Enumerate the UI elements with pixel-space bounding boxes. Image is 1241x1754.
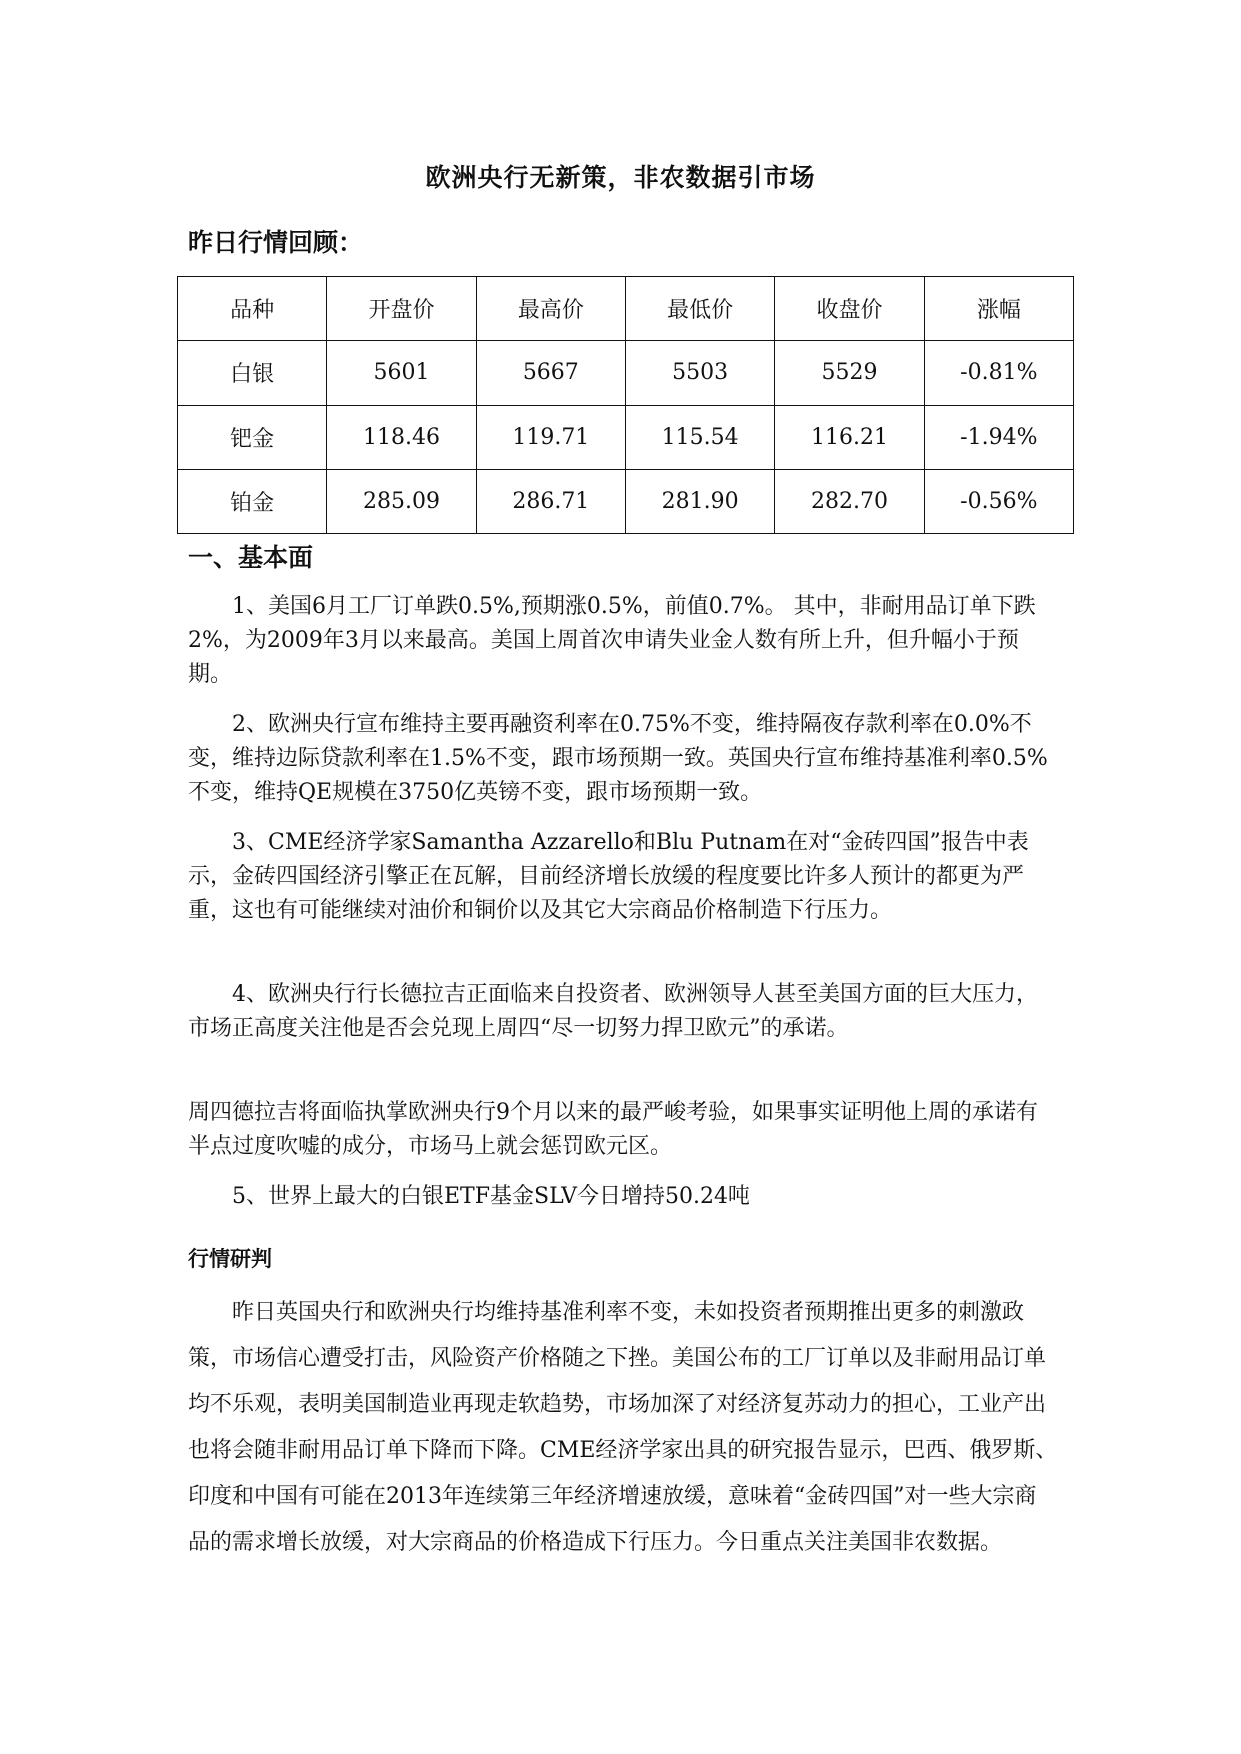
fundamentals-paragraph-5: 周四德拉吉将面临执掌欧洲央行9个月以来的最严峻考验，如果事实证明他上周的承诺有半点过度吹嘘的成分，市场马上就会惩罚欧元区。 xyxy=(188,1100,1038,1159)
table-cell: -0.56% xyxy=(924,469,1073,533)
section-heading-fundamentals: 一、基本面 xyxy=(188,543,314,572)
table-cell: 115.54 xyxy=(625,405,774,469)
table-cell: -0.81% xyxy=(924,341,1073,405)
table-cell: 钯金 xyxy=(178,405,327,469)
table-cell: 118.46 xyxy=(327,405,476,469)
table-cell: 285.09 xyxy=(327,469,476,533)
table-cell: 119.71 xyxy=(476,405,625,469)
table-cell: 5601 xyxy=(327,341,476,405)
table-header-row xyxy=(178,277,1074,341)
table-header-cell: 最高价 xyxy=(476,277,625,341)
fundamentals-paragraph-1: 1、美国6月工厂订单跌0.5%,预期涨0.5%，前值0.7%。 其中，非耐用品订单下跌2%，为2009年3月以来最高。美国上周首次申请失业金人数有所上升，但升幅小于预期。 xyxy=(188,594,1036,687)
table-row xyxy=(178,469,1074,533)
price-table xyxy=(177,276,1074,534)
table-cell: 铂金 xyxy=(178,469,327,533)
table-cell: 5529 xyxy=(775,341,924,405)
table-cell: 282.70 xyxy=(775,469,924,533)
fundamentals-paragraph-6: 5、世界上最大的白银ETF基金SLV今日增持50.24吨 xyxy=(232,1184,750,1209)
analysis-heading: 行情研判 xyxy=(188,1247,272,1271)
table-header-cell: 收盘价 xyxy=(775,277,924,341)
table-cell: 5503 xyxy=(625,341,774,405)
table-cell: 5667 xyxy=(476,341,625,405)
table-row xyxy=(178,341,1074,405)
analysis-paragraph: 昨日英国央行和欧洲央行均维持基准利率不变，未如投资者预期推出更多的刺激政策，市场信心遭受打击，风险资产价格随之下挫。美国公布的工厂订单以及非耐用品订单均不乐观，表明美国制造业再现走软趋势，市场加深了对经济复苏动力的担心，工业产出也将会随非耐用品订单下降而下降。CME经济学家出具的研究报告显示，巴西、俄罗斯、印度和中国有可能在2013年连续第三年经济增速放缓，意味着“金砖四国”对一些大宗商品的需求增长放缓，对大宗商品的价格造成下行压力。今日重点关注美国非农数据。 xyxy=(188,1300,1058,1555)
fundamentals-paragraph-4: 4、欧洲央行行长德拉吉正面临来自投资者、欧洲领导人甚至美国方面的巨大压力，市场正高度关注他是否会兑现上周四“尽一切努力捍卫欧元”的承诺。 xyxy=(188,982,1038,1041)
table-header-cell: 品种 xyxy=(178,277,327,341)
table-cell: 116.21 xyxy=(775,405,924,469)
document-title: 欧洲央行无新策，非农数据引市场 xyxy=(425,163,816,192)
table-cell: 白银 xyxy=(178,341,327,405)
table-cell: 286.71 xyxy=(476,469,625,533)
table-header-cell: 涨幅 xyxy=(924,277,1073,341)
fundamentals-paragraph-3: 3、CME经济学家Samantha Azzarello和Blu Putnam在对“金砖四国”报告中表示，金砖四国经济引擎正在瓦解，目前经济增长放缓的程度要比许多人预计的都更为严重，这也有可能继续对油价和铜价以及其它大宗商品价格制造下行压力。 xyxy=(188,830,1029,923)
review-heading: 昨日行情回顾： xyxy=(188,228,364,257)
table-header-cell: 开盘价 xyxy=(327,277,476,341)
table-cell: -1.94% xyxy=(924,405,1073,469)
fundamentals-paragraph-2: 2、欧洲央行宣布维持主要再融资利率在0.75%不变，维持隔夜存款利率在0.0%不变，维持边际贷款利率在1.5%不变，跟市场预期一致。英国央行宣布维持基准利率0.5%不变，维持QE规模在3750亿英镑不变，跟市场预期一致。 xyxy=(188,712,1048,805)
table-cell: 281.90 xyxy=(625,469,774,533)
table-header-cell: 最低价 xyxy=(625,277,774,341)
table-row xyxy=(178,405,1074,469)
